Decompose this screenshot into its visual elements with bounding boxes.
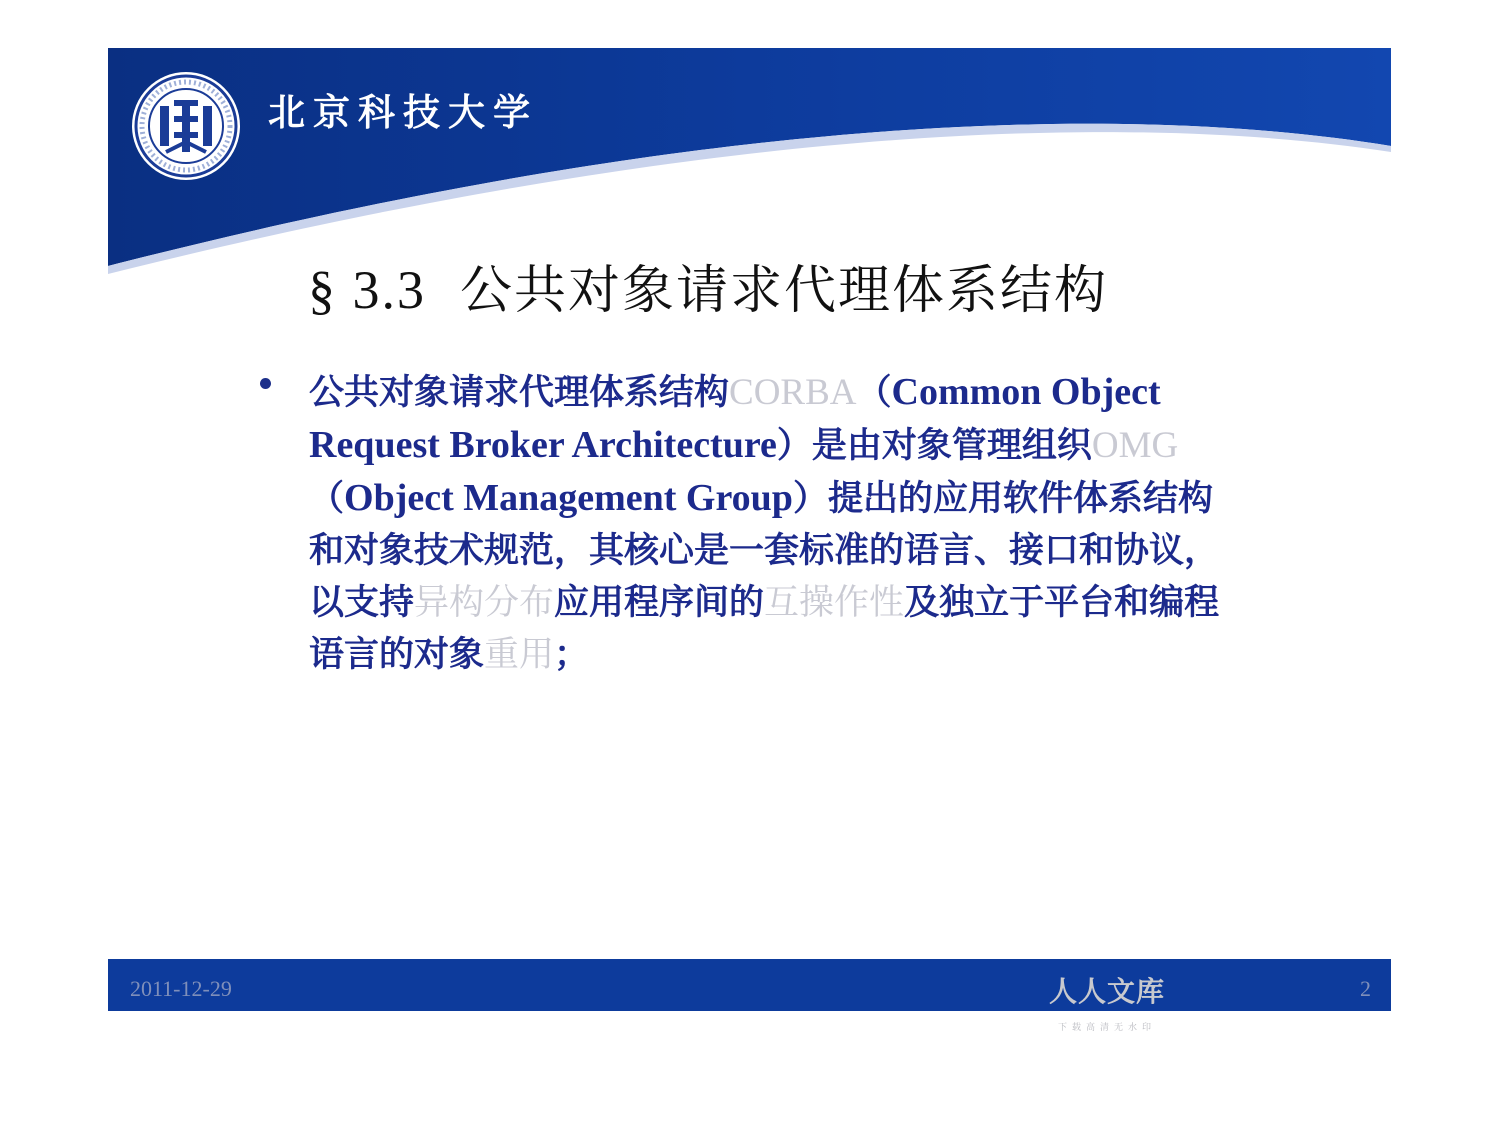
text-segment: 应用程序间的 [554, 583, 765, 623]
title-text: 公共对象请求代理体系结构 [460, 261, 1109, 321]
text-segment: ； [554, 635, 590, 675]
latin-term: Object Management Group [344, 477, 793, 519]
footer-bar [108, 959, 1391, 1011]
slide [108, 48, 1391, 1033]
slide-title [308, 248, 1108, 323]
faint-term: 互操作性 [764, 583, 905, 623]
faint-term: 异构分布 [414, 583, 555, 623]
university-name: 北京科技大学 [268, 90, 538, 134]
footer-date: 2011-12-29 [130, 976, 232, 1001]
watermark-title: 人人文库 [1048, 975, 1165, 1008]
text-segment: ）提出的应用软件体系结构和对象技术规范，其核心是一套标准的语言、接口和协议，以支持 [309, 479, 1220, 623]
university-seal-icon [130, 70, 242, 182]
latin-term: Common Object Request Broker Architecture [309, 371, 1161, 466]
text-segment: ）是由对象管理组织 [776, 426, 1092, 466]
bullet-paragraph [309, 366, 1239, 681]
text-segment: （ [856, 373, 892, 413]
text-segment: （ [309, 479, 345, 519]
text-segment: 公共对象请求代理体系结构 [309, 373, 730, 413]
text-segment: 及独立于平台和编程语言的对象 [309, 583, 1220, 675]
faint-term: 重用 [484, 635, 555, 675]
watermark [1046, 976, 1168, 1033]
faint-term: CORBA [729, 372, 857, 413]
section-number: § 3.3 [308, 260, 426, 320]
bullet-dot [260, 378, 271, 389]
page-number: 2 [1360, 976, 1371, 1001]
watermark-subtitle: 下载高清无水印 [1057, 1023, 1156, 1033]
faint-term: OMG [1091, 425, 1179, 466]
